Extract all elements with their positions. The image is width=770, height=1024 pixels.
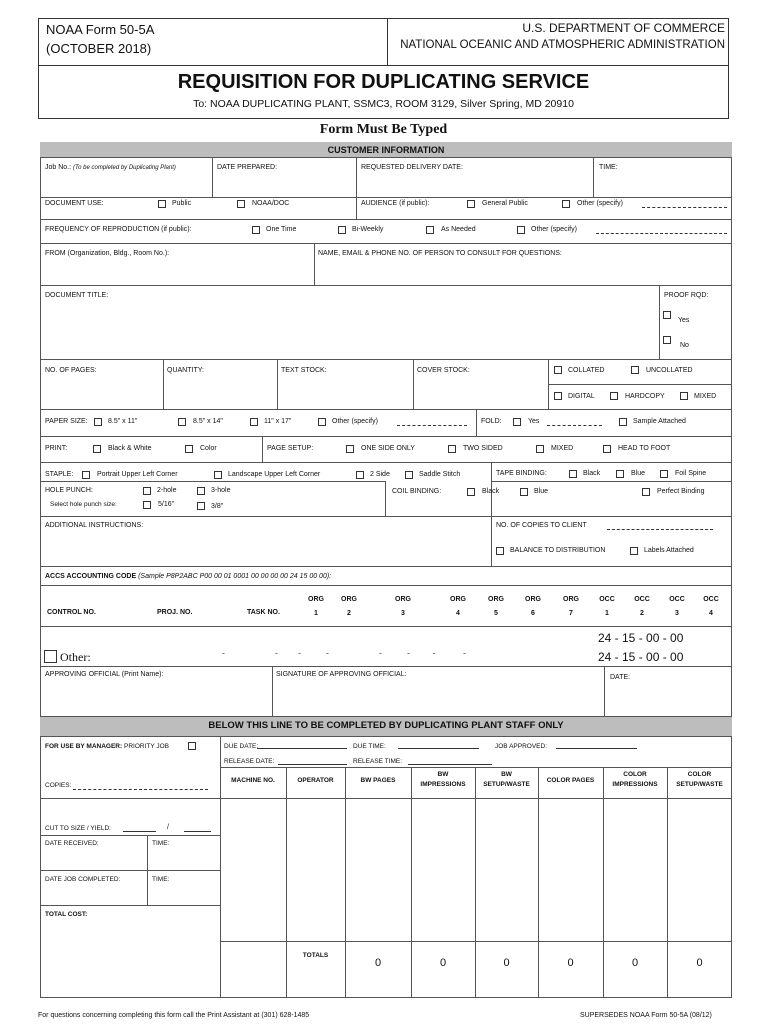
head-to-foot-checkbox[interactable] — [603, 445, 611, 453]
saddle-stitch-label: Saddle Stitch — [419, 471, 461, 478]
color-label: Color — [200, 445, 217, 452]
proof-no-label: No — [680, 342, 689, 349]
totals-value: 0 — [567, 957, 574, 969]
totals-value: 0 — [503, 957, 510, 969]
color-checkbox[interactable] — [185, 445, 193, 453]
uncollated-label: UNCOLLATED — [646, 367, 693, 374]
total-cost-label: TOTAL COST: — [45, 911, 88, 918]
date-received-label: DATE RECEIVED: — [45, 840, 99, 847]
fold-yes-label: Yes — [528, 418, 540, 425]
collated-checkbox[interactable] — [554, 366, 562, 374]
other-label: Other: — [60, 650, 91, 664]
saddle-stitch-checkbox[interactable] — [405, 471, 413, 479]
one-time-label: One Time — [266, 226, 297, 233]
totals-label: TOTALS — [302, 952, 329, 959]
bw-setup-header: BW SETUP/WASTE — [483, 771, 530, 788]
quantity-label: QUANTITY: — [167, 367, 204, 374]
accounting-col-header: ORG — [341, 596, 357, 603]
color-impressions-header: COLOR IMPRESSIONS — [612, 771, 658, 788]
approval-date-label: DATE: — [610, 674, 631, 681]
color-setup-header: COLOR SETUP/WASTE — [676, 771, 723, 788]
uncollated-checkbox[interactable] — [631, 366, 639, 374]
totals-value: 0 — [374, 957, 382, 969]
as-needed-label: As Needed — [441, 226, 476, 233]
page-title: REQUISITION FOR DUPLICATING SERVICE — [177, 71, 590, 93]
tape-binding-label: TAPE BINDING: — [496, 470, 547, 477]
sample-attached-label: Sample Attached — [633, 418, 686, 425]
date-prepared-label: DATE PREPARED: — [217, 164, 278, 171]
accounting-col-header: ORG — [488, 596, 504, 603]
proof-rqd-label: PROOF RQD: — [664, 292, 709, 299]
from-label: FROM (Organization, Bldg., Room No.): — [45, 250, 170, 257]
other-dashes: - - - - - - - - — [222, 648, 467, 658]
accounting-col-number: 4 — [456, 610, 460, 617]
accounting-col-number: 5 — [494, 610, 498, 617]
three-hole-checkbox[interactable] — [197, 487, 205, 495]
fold-yes-checkbox[interactable] — [513, 418, 521, 426]
bw-label: Black & White — [108, 445, 152, 452]
no-pages-label: NO. OF PAGES: — [45, 367, 97, 374]
accounting-col-header: OCC — [599, 596, 615, 603]
accounting-col-number: 1 — [314, 610, 318, 617]
labels-attached-label: Labels Attached — [644, 547, 694, 554]
mixed-checkbox[interactable] — [680, 392, 688, 400]
cut-to-size-label: CUT TO SIZE / YIELD: — [45, 825, 111, 832]
paper-other-checkbox[interactable] — [318, 418, 326, 426]
three-hole-label: 3-hole — [211, 487, 231, 494]
frequency-label: FREQUENCY OF REPRODUCTION (if public): — [45, 226, 192, 233]
accs-label: ACCS ACCOUNTING CODE (Sample P8P2ABC P00 00 01 0001 00 00 00 00 24 15 00 00): — [45, 573, 332, 580]
two-side-staple-checkbox[interactable] — [356, 471, 364, 479]
document-title-label: DOCUMENT TITLE: — [45, 292, 109, 299]
control-no-label: CONTROL NO. — [47, 609, 96, 616]
text-stock-label: TEXT STOCK: — [281, 367, 327, 374]
noaa-doc-label: NOAA/DOC — [252, 200, 290, 207]
bw-pages-header: BW PAGES — [360, 777, 396, 784]
one-side-checkbox[interactable] — [346, 445, 354, 453]
accounting-col-header: ORG — [450, 596, 466, 603]
hole-516-label: 5/16" — [158, 501, 175, 508]
hardcopy-checkbox[interactable] — [610, 392, 618, 400]
coil-blue-checkbox[interactable] — [520, 488, 528, 496]
time-label: TIME: — [599, 164, 618, 171]
portrait-checkbox[interactable] — [82, 471, 90, 479]
accounting-col-number: 7 — [569, 610, 573, 617]
collated-label: COLLATED — [568, 367, 605, 374]
audience-label: AUDIENCE (if public): — [361, 200, 430, 207]
accounting-col-header: ORG — [395, 596, 411, 603]
signature-label: SIGNATURE OF APPROVING OFFICIAL: — [276, 671, 407, 678]
staff-heading: BELOW THIS LINE TO BE COMPLETED BY DUPLICATING PLANT STAFF ONLY — [208, 720, 564, 731]
portrait-label: Portrait Upper Left Corner — [97, 471, 178, 478]
two-sided-checkbox[interactable] — [448, 445, 456, 453]
landscape-checkbox[interactable] — [214, 471, 222, 479]
public-checkbox[interactable] — [158, 200, 166, 208]
due-date-label: DUE DATE: — [224, 743, 259, 750]
accounting-col-number: 4 — [709, 610, 713, 617]
occ-row-2: 24 - 15 - 00 - 00 — [598, 650, 684, 664]
two-hole-label: 2-hole — [157, 487, 177, 494]
form-number: NOAA Form 50-5A — [46, 22, 155, 37]
general-public-checkbox[interactable] — [467, 200, 475, 208]
audience-other-checkbox[interactable] — [562, 200, 570, 208]
perfect-binding-label: Perfect Binding — [657, 488, 705, 495]
hole-punch-label: HOLE PUNCH: — [45, 487, 93, 494]
mixed-label: MIXED — [694, 393, 717, 400]
accounting-col-header: ORG — [563, 596, 579, 603]
accounting-col-number: 2 — [640, 610, 644, 617]
coil-blue-label: Blue — [534, 488, 549, 495]
release-time-label: RELEASE TIME: — [353, 758, 403, 765]
document-use-label: DOCUMENT USE: — [45, 200, 104, 207]
bi-weekly-label: Bi-Weekly — [352, 226, 384, 233]
totals-value: 0 — [696, 957, 703, 969]
completed-time-label: TIME: — [152, 876, 170, 883]
approving-official-label: APPROVING OFFICIAL (Print Name): — [45, 671, 164, 678]
additional-instructions-label: ADDITIONAL INSTRUCTIONS: — [45, 522, 144, 529]
freq-other-label: Other (specify) — [531, 226, 577, 233]
tape-black-checkbox[interactable] — [569, 470, 577, 478]
digital-checkbox[interactable] — [554, 392, 562, 400]
accounting-col-number: 6 — [531, 610, 535, 617]
consult-label: NAME, EMAIL & PHONE NO. OF PERSON TO CONSULT FOR QUESTIONS: — [318, 250, 562, 257]
tape-blue-checkbox[interactable] — [616, 470, 624, 478]
public-label: Public — [172, 200, 192, 207]
page-setup-label: PAGE SETUP: — [267, 445, 314, 452]
accounting-col-header: OCC — [703, 596, 719, 603]
accounting-col-number: 3 — [675, 610, 679, 617]
bw-impressions-header: BW IMPRESSIONS — [420, 771, 466, 788]
date-completed-label: DATE JOB COMPLETED: — [45, 876, 121, 883]
copies-client-label: NO. OF COPIES TO CLIENT — [496, 522, 587, 529]
two-hole-checkbox[interactable] — [143, 487, 151, 495]
job-approved-label: JOB APPROVED: — [495, 743, 548, 750]
paper-85x14-label: 8.5" x 14" — [193, 418, 223, 425]
hardcopy-label: HARDCOPY — [625, 393, 665, 400]
audience-other-label: Other (specify) — [577, 200, 623, 207]
paper-85x11-label: 8.5" x 11" — [108, 418, 138, 425]
cut-slash: / — [167, 824, 169, 831]
form-date: (OCTOBER 2018) — [46, 41, 152, 56]
balance-checkbox[interactable] — [496, 547, 504, 555]
footer-supersedes: SUPERSEDES NOAA Form 50-5A (08/12) — [580, 1012, 712, 1019]
tape-black-label: Black — [583, 470, 601, 477]
task-no-label: TASK NO. — [247, 609, 280, 616]
customer-info-heading: CUSTOMER INFORMATION — [327, 145, 445, 155]
copies-label: COPIES: — [45, 782, 72, 789]
coil-black-checkbox[interactable] — [467, 488, 475, 496]
proof-no-checkbox[interactable] — [663, 336, 671, 344]
priority-checkbox[interactable] — [188, 742, 196, 750]
paper-11x17-label: 11" x 17" — [264, 418, 292, 425]
agency: NATIONAL OCEANIC AND ATMOSPHERIC ADMINISTRATION — [400, 39, 725, 51]
hole-38-label: 3/8" — [211, 503, 224, 510]
release-date-label: RELEASE DATE: — [224, 758, 275, 765]
hole-516-checkbox[interactable] — [143, 501, 151, 509]
as-needed-checkbox[interactable] — [426, 226, 434, 234]
machine-no-header: MACHINE NO. — [231, 777, 275, 784]
freq-other-checkbox[interactable] — [517, 226, 525, 234]
noaa-doc-checkbox[interactable] — [237, 200, 245, 208]
accounting-col-number: 1 — [605, 610, 609, 617]
one-time-checkbox[interactable] — [252, 226, 260, 234]
mixed-setup-checkbox[interactable] — [536, 445, 544, 453]
paper-other-label: Other (specify) — [332, 418, 378, 425]
foil-spine-checkbox[interactable] — [660, 470, 668, 478]
accounting-col-header: OCC — [669, 596, 685, 603]
proof-yes-checkbox[interactable] — [663, 311, 671, 319]
sample-attached-checkbox[interactable] — [619, 418, 627, 426]
paper-85x14-checkbox[interactable] — [178, 418, 186, 426]
paper-11x17-checkbox[interactable] — [250, 418, 258, 426]
perfect-binding-checkbox[interactable] — [642, 488, 650, 496]
accounting-col-header: OCC — [634, 596, 650, 603]
paper-85x11-checkbox[interactable] — [94, 418, 102, 426]
color-pages-header: COLOR PAGES — [546, 777, 595, 784]
tape-blue-label: Blue — [631, 470, 646, 477]
occ-row-1: 24 - 15 - 00 - 00 — [598, 631, 684, 645]
coil-black-label: Black — [482, 488, 500, 495]
due-time-label: DUE TIME: — [353, 743, 386, 750]
bw-checkbox[interactable] — [93, 445, 101, 453]
paper-size-label: PAPER SIZE: — [45, 418, 88, 425]
two-side-staple-label: 2 Side — [370, 471, 390, 478]
bi-weekly-checkbox[interactable] — [338, 226, 346, 234]
operator-header: OPERATOR — [297, 777, 334, 784]
general-public-label: General Public — [482, 200, 528, 207]
proof-yes-label: Yes — [678, 317, 690, 324]
accounting-col-header: ORG — [308, 596, 324, 603]
must-be-typed: Form Must Be Typed — [319, 122, 448, 137]
select-hole-label: Select hole punch size: — [50, 501, 117, 508]
coil-binding-label: COIL BINDING: — [392, 488, 442, 495]
foil-spine-label: Foil Spine — [675, 470, 707, 477]
staple-label: STAPLE: — [45, 471, 74, 478]
to-line: To: NOAA DUPLICATING PLANT, SSMC3, ROOM 3129, Silver Spring, MD 20910 — [193, 98, 574, 110]
balance-label: BALANCE TO DISTRIBUTION — [510, 547, 606, 554]
digital-label: DIGITAL — [568, 393, 595, 400]
head-to-foot-label: HEAD TO FOOT — [618, 445, 671, 452]
requested-delivery-label: REQUESTED DELIVERY DATE: — [361, 164, 463, 171]
manager-label: FOR USE BY MANAGER: PRIORITY JOB — [45, 743, 170, 750]
accounting-col-header: ORG — [525, 596, 541, 603]
job-no-label: Job No.: (To be completed by Duplicating Plant) — [45, 164, 176, 171]
accounting-col-number: 2 — [347, 610, 351, 617]
print-label: PRINT: — [45, 445, 68, 452]
accounting-col-number: 3 — [401, 610, 405, 617]
other-checkbox[interactable] — [44, 650, 57, 663]
cover-stock-label: COVER STOCK: — [417, 367, 470, 374]
footer-questions: For questions concerning completing this form call the Print Assistant at (301) 628-1485 — [38, 1012, 310, 1019]
mixed-setup-label: MIXED — [551, 445, 574, 452]
totals-value: 0 — [439, 957, 447, 969]
two-sided-label: TWO SIDED — [463, 445, 503, 452]
totals-value: 0 — [631, 957, 639, 969]
labels-attached-checkbox[interactable] — [630, 547, 638, 555]
received-time-label: TIME: — [152, 840, 170, 847]
department: U.S. DEPARTMENT OF COMMERCE — [522, 21, 725, 35]
landscape-label: Landscape Upper Left Corner — [228, 471, 321, 478]
fold-label: FOLD: — [481, 418, 502, 425]
one-side-label: ONE SIDE ONLY — [361, 445, 415, 452]
proj-no-label: PROJ. NO. — [157, 609, 193, 616]
hole-38-checkbox[interactable] — [197, 502, 205, 510]
